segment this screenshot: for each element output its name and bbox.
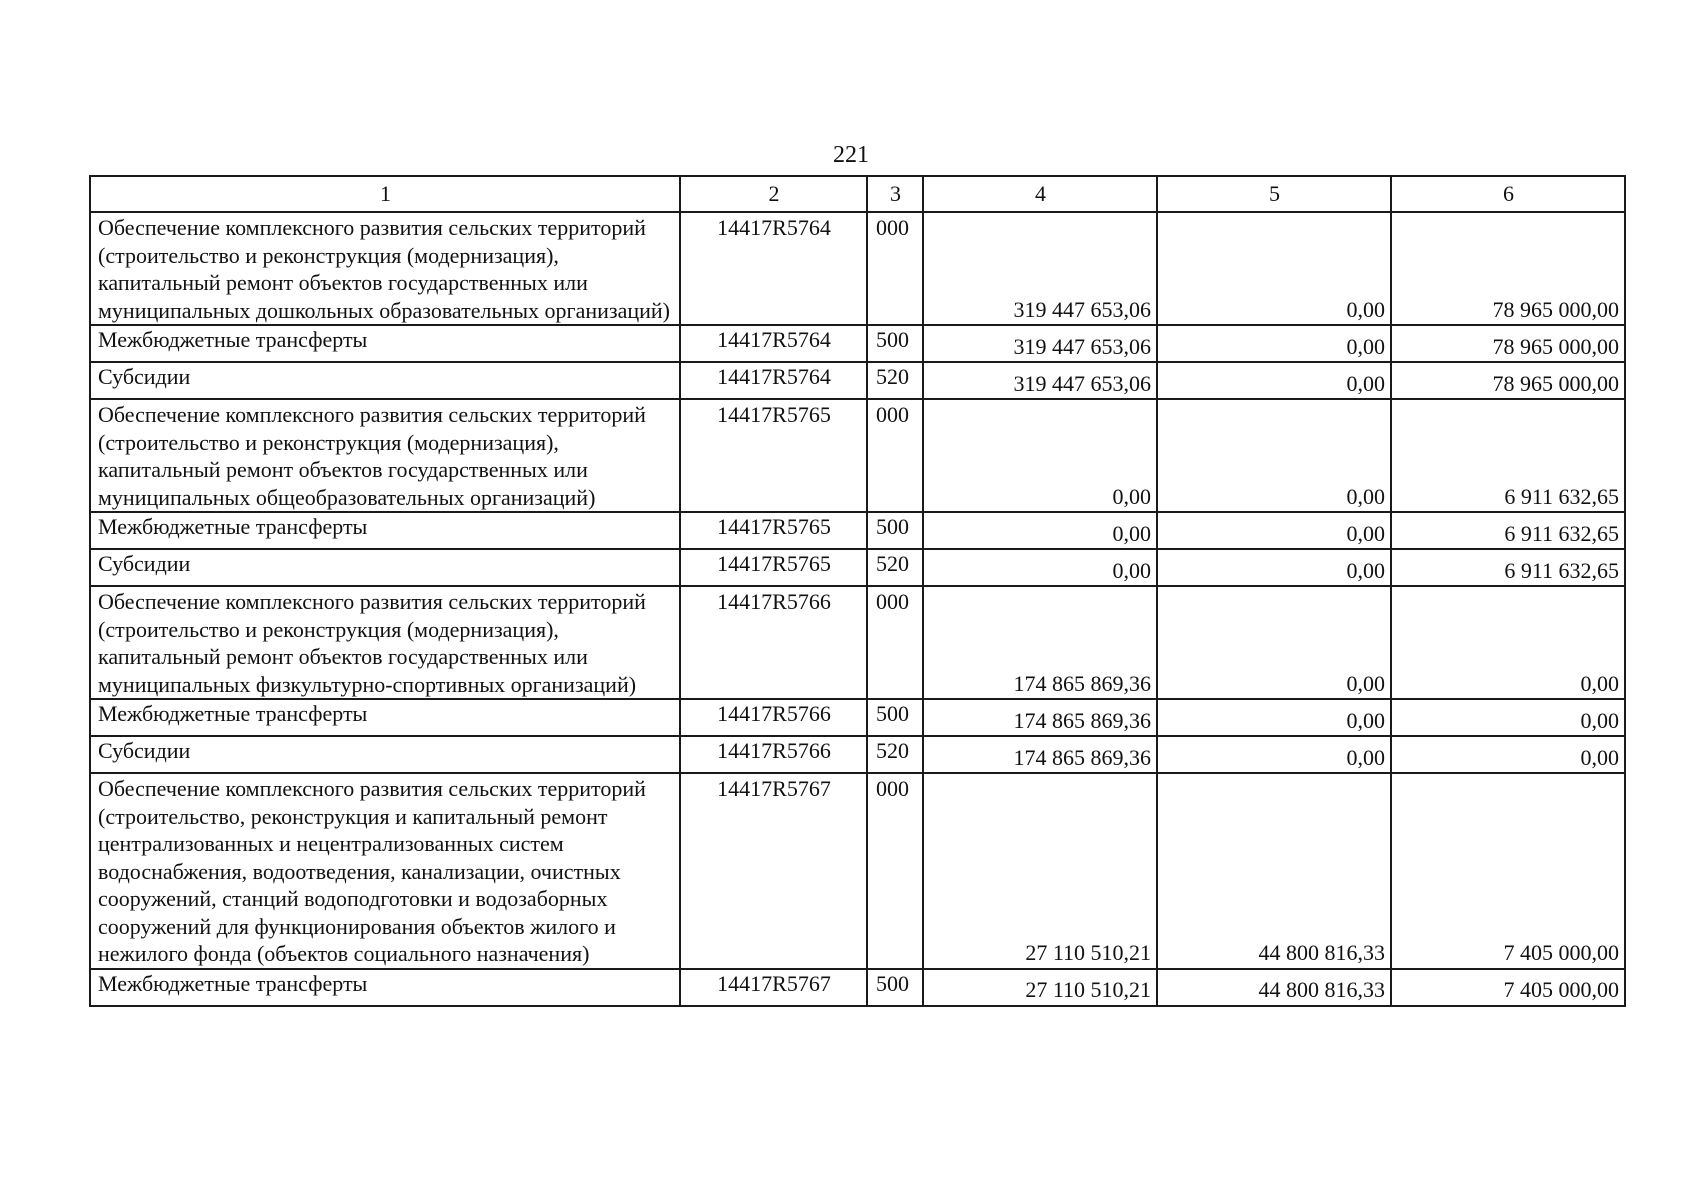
row-amount-6: 6 911 632,65 xyxy=(1391,399,1625,512)
row-code: 14417R5767 xyxy=(680,969,867,1006)
page-number: 221 xyxy=(833,142,869,168)
row-amount-6: 78 965 000,00 xyxy=(1391,325,1625,362)
row-amount-5: 44 800 816,33 xyxy=(1157,773,1391,969)
row-name: Межбюджетные трансферты xyxy=(90,969,680,1006)
row-amount-4: 319 447 653,06 xyxy=(923,325,1157,362)
row-amount-6: 78 965 000,00 xyxy=(1391,212,1625,325)
column-header: 4 xyxy=(923,176,1157,212)
row-vr: 520 xyxy=(867,362,923,399)
table-row xyxy=(90,512,1625,549)
row-amount-4: 174 865 869,36 xyxy=(923,736,1157,773)
table-row xyxy=(90,325,1625,362)
column-header: 6 xyxy=(1391,176,1625,212)
row-name: Межбюджетные трансферты xyxy=(90,512,680,549)
row-vr: 520 xyxy=(867,736,923,773)
row-vr: 500 xyxy=(867,325,923,362)
row-amount-4: 0,00 xyxy=(923,549,1157,586)
row-vr: 500 xyxy=(867,512,923,549)
table-row xyxy=(90,736,1625,773)
row-amount-4: 0,00 xyxy=(923,512,1157,549)
row-vr: 000 xyxy=(867,399,923,512)
column-header: 3 xyxy=(867,176,923,212)
row-amount-4: 319 447 653,06 xyxy=(923,362,1157,399)
table-row xyxy=(90,773,1625,969)
row-amount-6: 0,00 xyxy=(1391,736,1625,773)
row-code: 14417R5766 xyxy=(680,699,867,736)
table-row xyxy=(90,549,1625,586)
row-vr: 500 xyxy=(867,699,923,736)
row-name: Субсидии xyxy=(90,736,680,773)
table-row xyxy=(90,969,1625,1006)
table-row xyxy=(90,399,1625,512)
row-amount-4: 174 865 869,36 xyxy=(923,699,1157,736)
row-name: Межбюджетные трансферты xyxy=(90,325,680,362)
row-amount-4: 27 110 510,21 xyxy=(923,969,1157,1006)
row-amount-6: 6 911 632,65 xyxy=(1391,549,1625,586)
row-code: 14417R5764 xyxy=(680,325,867,362)
budget-table xyxy=(89,175,1626,1007)
row-code: 14417R5766 xyxy=(680,736,867,773)
row-amount-4: 27 110 510,21 xyxy=(923,773,1157,969)
row-amount-5: 0,00 xyxy=(1157,325,1391,362)
row-name: Обеспечение комплексного развития сельских территорий (строительство и реконструкция (модернизация), капитальный ремонт объектов государственных или муниципальных физкультурно-спортивных организаций) xyxy=(90,586,680,699)
row-amount-5: 0,00 xyxy=(1157,549,1391,586)
row-vr: 000 xyxy=(867,773,923,969)
column-header: 5 xyxy=(1157,176,1391,212)
column-header: 2 xyxy=(680,176,867,212)
row-amount-6: 0,00 xyxy=(1391,586,1625,699)
row-amount-6: 78 965 000,00 xyxy=(1391,362,1625,399)
row-amount-4: 174 865 869,36 xyxy=(923,586,1157,699)
row-name: Обеспечение комплексного развития сельских территорий (строительство, реконструкция и капитальный ремонт централизованных и нецентрализованных систем водоснабжения, водоотведения, канализации, очистных сооружений, станций водоподготовки и водозаборных сооружений для функционирования объектов жилого и нежилого фонда (объектов социального назначения) xyxy=(90,773,680,969)
row-code: 14417R5767 xyxy=(680,773,867,969)
table-row xyxy=(90,586,1625,699)
row-name: Субсидии xyxy=(90,362,680,399)
row-amount-6: 6 911 632,65 xyxy=(1391,512,1625,549)
row-name: Обеспечение комплексного развития сельских территорий (строительство и реконструкция (модернизация), капитальный ремонт объектов государственных или муниципальных общеобразовательных организаций) xyxy=(90,399,680,512)
column-header: 1 xyxy=(90,176,680,212)
row-amount-6: 7 405 000,00 xyxy=(1391,969,1625,1006)
row-name: Субсидии xyxy=(90,549,680,586)
row-vr: 000 xyxy=(867,212,923,325)
row-amount-5: 0,00 xyxy=(1157,736,1391,773)
row-amount-5: 0,00 xyxy=(1157,699,1391,736)
row-vr: 000 xyxy=(867,586,923,699)
row-code: 14417R5765 xyxy=(680,512,867,549)
row-code: 14417R5766 xyxy=(680,586,867,699)
row-code: 14417R5765 xyxy=(680,549,867,586)
row-amount-5: 0,00 xyxy=(1157,586,1391,699)
row-code: 14417R5764 xyxy=(680,362,867,399)
row-amount-5: 0,00 xyxy=(1157,362,1391,399)
table-row xyxy=(90,212,1625,325)
row-amount-5: 0,00 xyxy=(1157,212,1391,325)
row-vr: 500 xyxy=(867,969,923,1006)
row-amount-6: 0,00 xyxy=(1391,699,1625,736)
row-amount-5: 0,00 xyxy=(1157,399,1391,512)
row-code: 14417R5765 xyxy=(680,399,867,512)
row-name: Межбюджетные трансферты xyxy=(90,699,680,736)
row-code: 14417R5764 xyxy=(680,212,867,325)
row-amount-4: 319 447 653,06 xyxy=(923,212,1157,325)
row-amount-4: 0,00 xyxy=(923,399,1157,512)
row-vr: 520 xyxy=(867,549,923,586)
row-amount-5: 44 800 816,33 xyxy=(1157,969,1391,1006)
row-amount-6: 7 405 000,00 xyxy=(1391,773,1625,969)
table-row xyxy=(90,699,1625,736)
row-amount-5: 0,00 xyxy=(1157,512,1391,549)
table-row xyxy=(90,362,1625,399)
row-name: Обеспечение комплексного развития сельских территорий (строительство и реконструкция (модернизация), капитальный ремонт объектов государственных или муниципальных дошкольных образовательных организаций) xyxy=(90,212,680,325)
header-row xyxy=(90,176,1625,212)
